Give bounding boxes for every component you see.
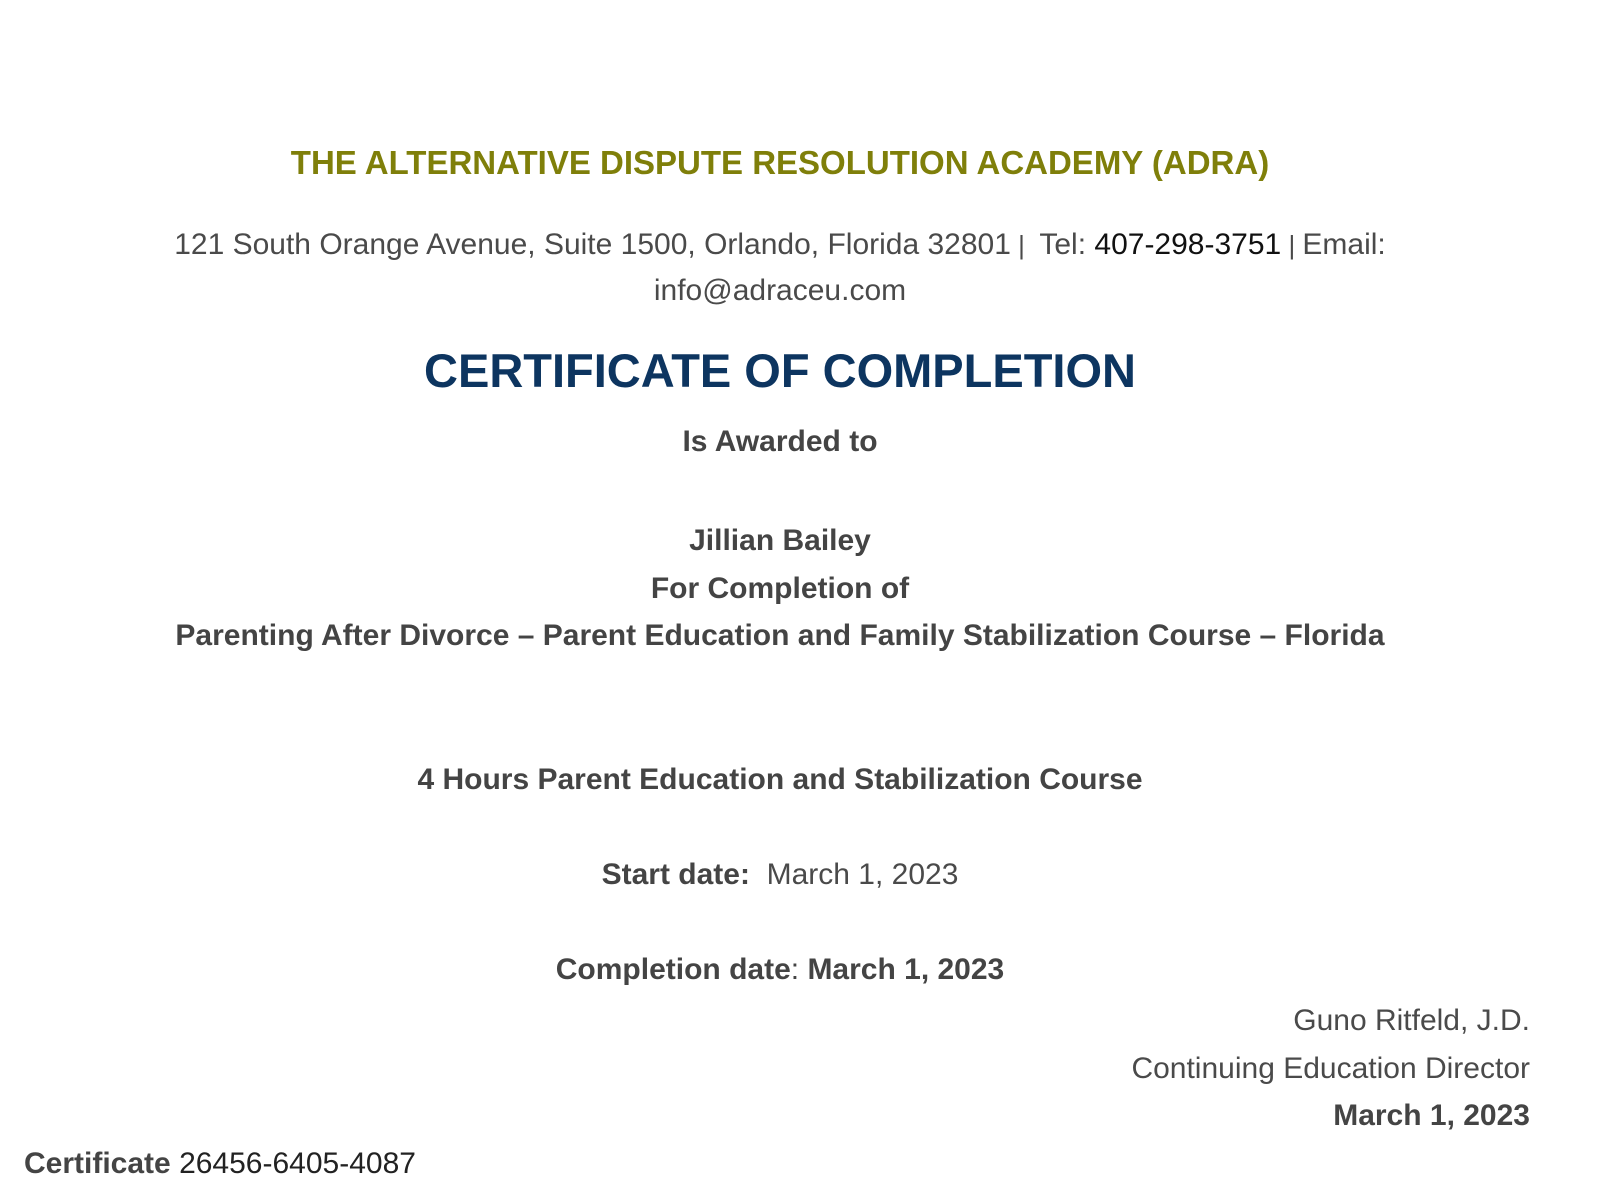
tel-label: Tel:	[1039, 228, 1087, 261]
signatory-title: Continuing Education Director	[1131, 1052, 1530, 1085]
certificate-title: CERTIFICATE OF COMPLETION	[424, 344, 1136, 397]
certificate-number	[24, 1146, 416, 1182]
for-completion-label: For Completion of	[650, 572, 910, 605]
course-name: Parenting After Divorce – Parent Education and Family Stabilization Course – Florida	[175, 619, 1385, 652]
separator: |	[1281, 230, 1303, 260]
email-address: info@adraceu.com	[653, 274, 907, 307]
completion-date-label: Completion date	[555, 953, 791, 986]
completion-date-line	[0, 952, 1560, 988]
organization-name: THE ALTERNATIVE DISPUTE RESOLUTION ACADEMY (ADRA)	[290, 144, 1270, 181]
separator: |	[1010, 230, 1040, 260]
address-text: 121 South Orange Avenue, Suite 1500, Orlando, Florida 32801	[174, 228, 1011, 261]
signatory-name: Guno Ritfeld, J.D.	[1293, 1004, 1530, 1037]
address-line	[0, 227, 1560, 263]
certificate-label: Certificate	[24, 1147, 171, 1180]
signature-date: March 1, 2023	[1333, 1099, 1530, 1132]
colon: :	[790, 953, 808, 986]
start-date-label: Start date:	[601, 858, 750, 891]
certificate-number-value: 26456-6405-4087	[179, 1147, 416, 1180]
start-date-line	[0, 857, 1560, 893]
recipient-name: Jillian Bailey	[689, 524, 871, 557]
completion-date-value: March 1, 2023	[807, 953, 1005, 986]
phone-number: 407-298-3751	[1094, 228, 1282, 261]
email-label: Email:	[1302, 228, 1386, 261]
course-hours: 4 Hours Parent Education and Stabilization Course	[417, 763, 1143, 796]
start-date-value: March 1, 2023	[766, 858, 959, 891]
awarded-to-label: Is Awarded to	[682, 425, 878, 458]
